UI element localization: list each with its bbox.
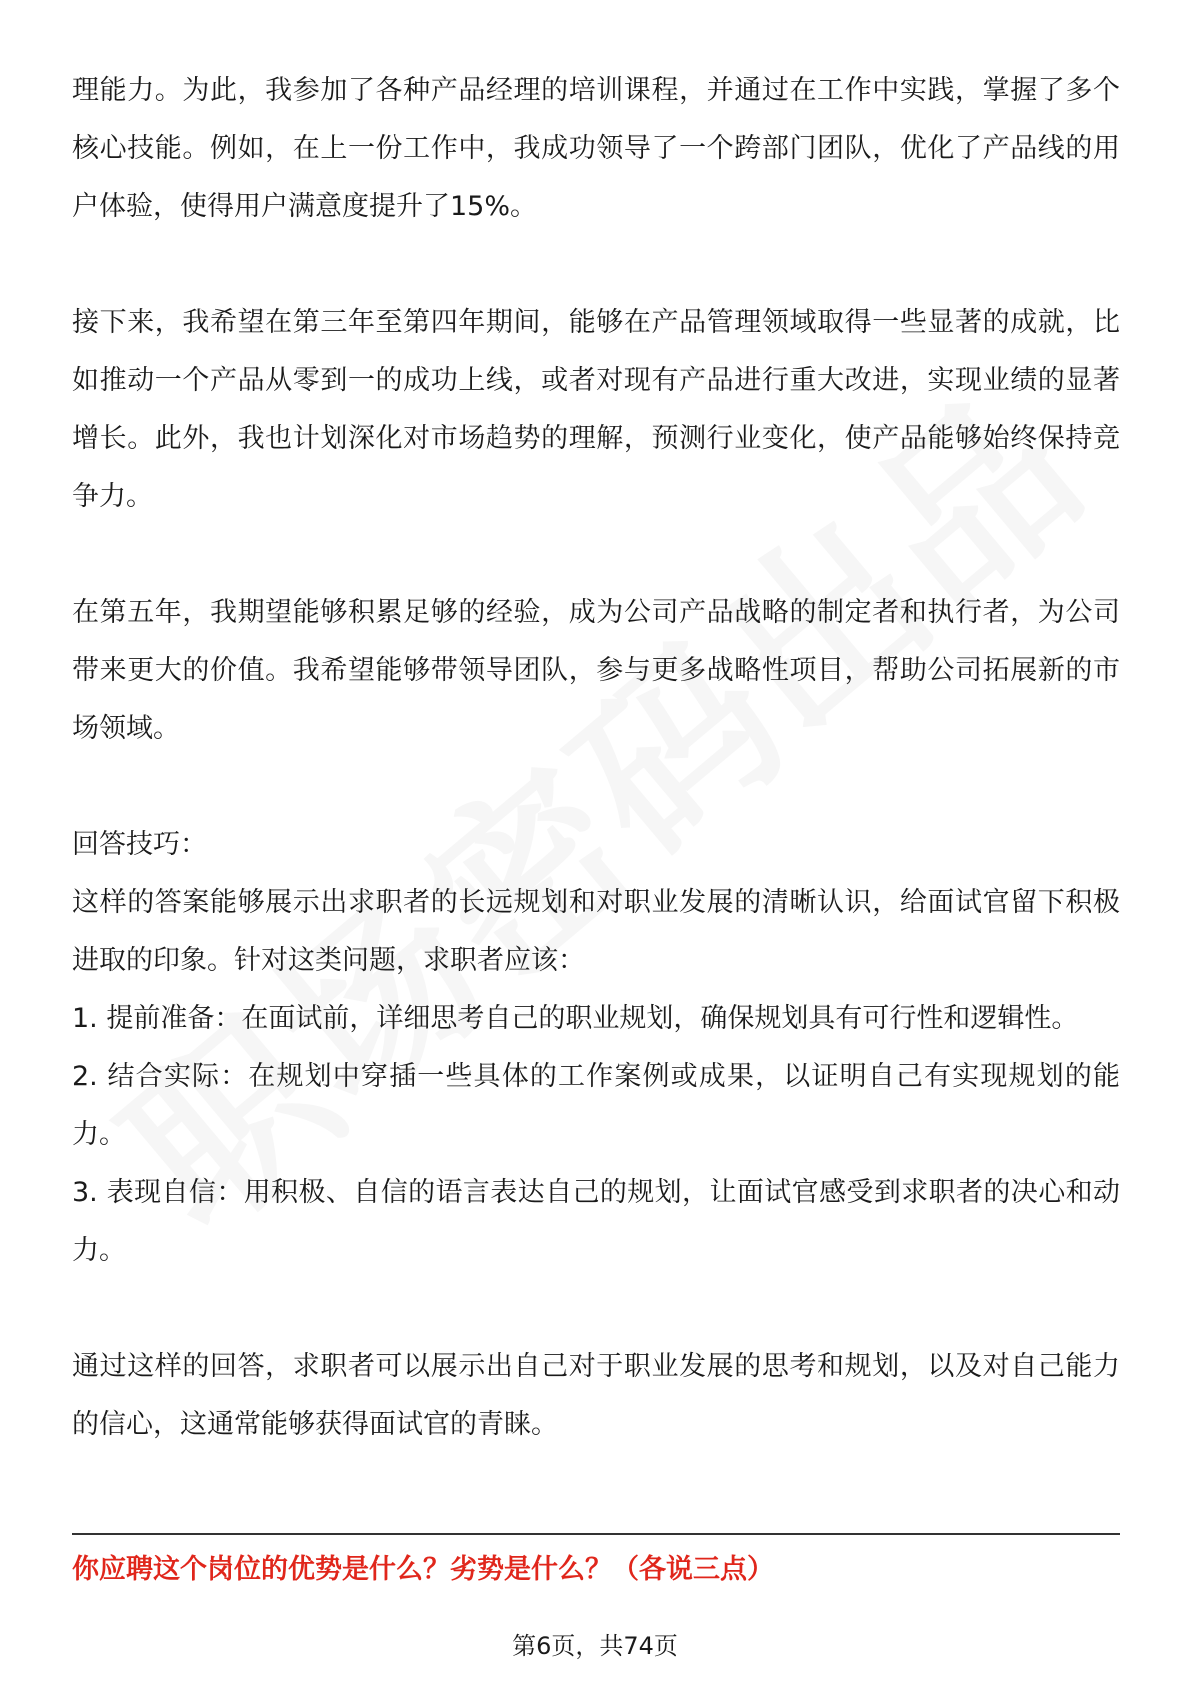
paragraph-gap	[72, 236, 1120, 294]
paragraph: 在第五年，我期望能够积累足够的经验，成为公司产品战略的制定者和执行者，为公司带来更大的价值。我希望能够带领导团队，参与更多战略性项目，帮助公司拓展新的市场领域。	[72, 597, 1120, 744]
document-body	[72, 62, 1120, 1454]
paragraph-gap	[72, 758, 1120, 816]
section-divider	[72, 1533, 1120, 1535]
paragraph-gap	[72, 526, 1120, 584]
tips-intro: 这样的答案能够展示出求职者的长远规划和对职业发展的清晰认识，给面试官留下积极进取的印象。针对这类问题，求职者应该：	[72, 887, 1120, 976]
page-footer: 第6页，共74页	[512, 1632, 678, 1660]
tips-item: 1. 提前准备：在面试前，详细思考自己的职业规划，确保规划具有可行性和逻辑性。	[72, 1003, 1079, 1034]
paragraph: 接下来，我希望在第三年至第四年期间，能够在产品管理领域取得一些显著的成就，比如推动一个产品从零到一的成功上线，或者对现有产品进行重大改进，实现业绩的显著增长。此外，我也计划深化对市场趋势的理解，预测行业变化，使产品能够始终保持竞争力。	[72, 307, 1120, 512]
next-question-heading: 你应聘这个岗位的优势是什么？劣势是什么？（各说三点）	[72, 1554, 774, 1585]
tips-heading: 回答技巧：	[72, 829, 207, 860]
paragraph-gap	[72, 1280, 1120, 1338]
tips-item: 3. 表现自信：用积极、自信的语言表达自己的规划，让面试官感受到求职者的决心和动力。	[72, 1177, 1120, 1266]
conclusion-paragraph: 通过这样的回答，求职者可以展示出自己对于职业发展的思考和规划，以及对自己能力的信心，这通常能够获得面试官的青睐。	[72, 1351, 1120, 1440]
tips-item: 2. 结合实际：在规划中穿插一些具体的工作案例或成果，以证明自己有实现规划的能力。	[72, 1061, 1120, 1150]
paragraph: 理能力。为此，我参加了各种产品经理的培训课程，并通过在工作中实践，掌握了多个核心技能。例如，在上一份工作中，我成功领导了一个跨部门团队，优化了产品线的用户体验，使得用户满意度提升了15%。	[72, 75, 1120, 222]
